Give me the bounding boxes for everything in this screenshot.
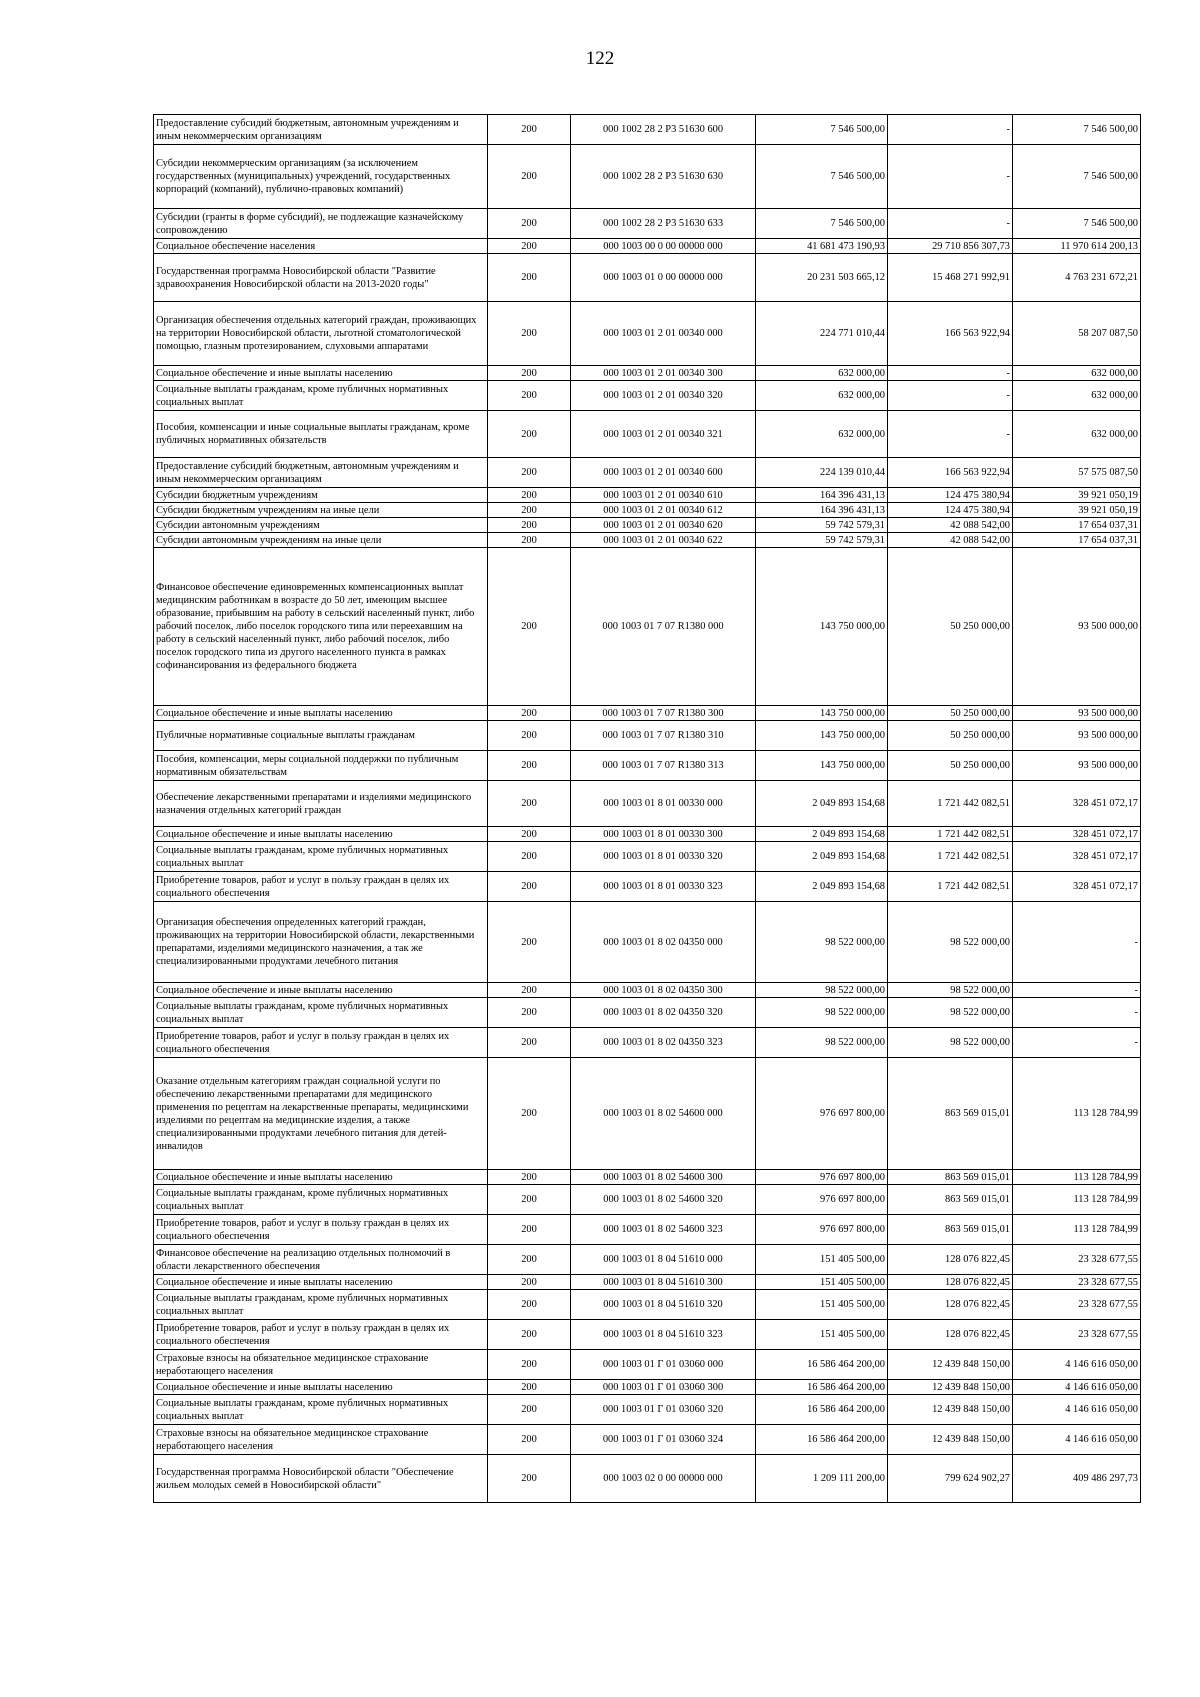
row-budget-code: 000 1003 01 8 04 51610 000 — [571, 1245, 756, 1275]
page-number: 122 — [585, 48, 615, 69]
row-description: Социальное обеспечение и иные выплаты населению — [154, 983, 488, 998]
row-budget-code: 000 1003 01 2 01 00340 610 — [571, 488, 756, 503]
row-amount-executed: 128 076 822,45 — [888, 1245, 1013, 1275]
row-admin-code: 200 — [488, 1455, 571, 1503]
table-row — [154, 1425, 1141, 1455]
row-amount-remaining: 93 500 000,00 — [1013, 751, 1141, 781]
row-amount-remaining: 17 654 037,31 — [1013, 518, 1141, 533]
row-amount-executed: 98 522 000,00 — [888, 998, 1013, 1028]
row-description: Приобретение товаров, работ и услуг в пользу граждан в целях их социального обеспечения — [154, 1215, 488, 1245]
row-amount-remaining: 328 451 072,17 — [1013, 872, 1141, 902]
row-amount-remaining: 17 654 037,31 — [1013, 533, 1141, 548]
table-row — [154, 503, 1141, 518]
table-row — [154, 983, 1141, 998]
row-budget-code: 000 1003 01 8 02 04350 000 — [571, 902, 756, 983]
row-admin-code: 200 — [488, 827, 571, 842]
row-budget-code: 000 1003 01 2 01 00340 300 — [571, 366, 756, 381]
table-row — [154, 1058, 1141, 1170]
row-description: Финансовое обеспечение единовременных компенсационных выплат медицинским работникам в возрасте до 50 лет, имеющим высшее образование, прибывшим на работу в сельский населенный пункт, либо рабочий поселок, либо поселок городского типа или переехавшим на работу в сельский населенный пункт, либо рабочий поселок, либо поселок городского типа из другого населенного пункта в рамках софинансирования из федерального бюджета — [154, 548, 488, 706]
row-description: Пособия, компенсации, меры социальной поддержки по публичным нормативным обязательствам — [154, 751, 488, 781]
row-amount-approved: 7 546 500,00 — [756, 115, 888, 145]
row-amount-approved: 98 522 000,00 — [756, 998, 888, 1028]
row-amount-approved: 7 546 500,00 — [756, 209, 888, 239]
table-row — [154, 209, 1141, 239]
table-row — [154, 1290, 1141, 1320]
row-budget-code: 000 1002 28 2 P3 51630 600 — [571, 115, 756, 145]
row-amount-remaining: 93 500 000,00 — [1013, 548, 1141, 706]
row-amount-approved: 632 000,00 — [756, 381, 888, 411]
row-description: Социальное обеспечение населения — [154, 239, 488, 254]
row-budget-code: 000 1003 01 2 01 00340 600 — [571, 458, 756, 488]
row-admin-code: 200 — [488, 1320, 571, 1350]
row-admin-code: 200 — [488, 488, 571, 503]
row-admin-code: 200 — [488, 548, 571, 706]
row-admin-code: 200 — [488, 302, 571, 366]
row-amount-executed: 1 721 442 082,51 — [888, 781, 1013, 827]
table-row — [154, 827, 1141, 842]
row-admin-code: 200 — [488, 872, 571, 902]
row-amount-approved: 41 681 473 190,93 — [756, 239, 888, 254]
row-budget-code: 000 1003 01 7 07 R1380 310 — [571, 721, 756, 751]
row-amount-approved: 59 742 579,31 — [756, 518, 888, 533]
row-amount-executed: 29 710 856 307,73 — [888, 239, 1013, 254]
row-budget-code: 000 1003 01 Г 01 03060 320 — [571, 1395, 756, 1425]
row-description: Предоставление субсидий бюджетным, автономным учреждениям и иным некоммерческим организациям — [154, 115, 488, 145]
table-row — [154, 239, 1141, 254]
row-description: Социальные выплаты гражданам, кроме публичных нормативных социальных выплат — [154, 842, 488, 872]
row-amount-approved: 632 000,00 — [756, 411, 888, 458]
row-description: Социальное обеспечение и иные выплаты населению — [154, 1170, 488, 1185]
row-amount-approved: 16 586 464 200,00 — [756, 1350, 888, 1380]
row-amount-remaining: 11 970 614 200,13 — [1013, 239, 1141, 254]
row-amount-approved: 16 586 464 200,00 — [756, 1380, 888, 1395]
row-description: Субсидии (гранты в форме субсидий), не подлежащие казначейскому сопровождению — [154, 209, 488, 239]
row-amount-executed: 1 721 442 082,51 — [888, 827, 1013, 842]
row-description: Пособия, компенсации и иные социальные выплаты гражданам, кроме публичных нормативных обязательств — [154, 411, 488, 458]
row-budget-code: 000 1003 01 8 02 54600 320 — [571, 1185, 756, 1215]
table-row — [154, 381, 1141, 411]
row-amount-executed: 42 088 542,00 — [888, 533, 1013, 548]
row-description: Социальные выплаты гражданам, кроме публичных нормативных социальных выплат — [154, 1395, 488, 1425]
row-admin-code: 200 — [488, 1275, 571, 1290]
row-amount-executed: 98 522 000,00 — [888, 983, 1013, 998]
row-admin-code: 200 — [488, 1380, 571, 1395]
table-row — [154, 411, 1141, 458]
row-amount-remaining: - — [1013, 1028, 1141, 1058]
row-amount-executed: 12 439 848 150,00 — [888, 1380, 1013, 1395]
row-budget-code: 000 1003 01 2 01 00340 612 — [571, 503, 756, 518]
row-budget-code: 000 1003 01 2 01 00340 000 — [571, 302, 756, 366]
row-admin-code: 200 — [488, 1425, 571, 1455]
row-budget-code: 000 1003 01 2 01 00340 321 — [571, 411, 756, 458]
row-admin-code: 200 — [488, 1215, 571, 1245]
row-amount-approved: 1 209 111 200,00 — [756, 1455, 888, 1503]
row-amount-remaining: 39 921 050,19 — [1013, 503, 1141, 518]
row-description: Социальное обеспечение и иные выплаты населению — [154, 1275, 488, 1290]
row-description: Субсидии автономным учреждениям — [154, 518, 488, 533]
row-amount-approved: 143 750 000,00 — [756, 548, 888, 706]
row-amount-remaining: 113 128 784,99 — [1013, 1170, 1141, 1185]
row-description: Публичные нормативные социальные выплаты гражданам — [154, 721, 488, 751]
row-description: Приобретение товаров, работ и услуг в пользу граждан в целях их социального обеспечения — [154, 872, 488, 902]
row-amount-approved: 98 522 000,00 — [756, 1028, 888, 1058]
row-admin-code: 200 — [488, 503, 571, 518]
row-amount-remaining: 7 546 500,00 — [1013, 115, 1141, 145]
table-row — [154, 902, 1141, 983]
row-budget-code: 000 1003 01 2 01 00340 620 — [571, 518, 756, 533]
row-description: Социальное обеспечение и иные выплаты населению — [154, 1380, 488, 1395]
row-admin-code: 200 — [488, 781, 571, 827]
table-row — [154, 706, 1141, 721]
row-amount-executed: 12 439 848 150,00 — [888, 1395, 1013, 1425]
row-amount-executed: 863 569 015,01 — [888, 1215, 1013, 1245]
row-amount-remaining: 409 486 297,73 — [1013, 1455, 1141, 1503]
row-amount-approved: 20 231 503 665,12 — [756, 254, 888, 302]
row-budget-code: 000 1003 01 8 02 54600 323 — [571, 1215, 756, 1245]
row-amount-remaining: 4 146 616 050,00 — [1013, 1425, 1141, 1455]
row-budget-code: 000 1003 01 7 07 R1380 313 — [571, 751, 756, 781]
row-admin-code: 200 — [488, 239, 571, 254]
row-description: Обеспечение лекарственными препаратами и изделиями медицинского назначения отдельных категорий граждан — [154, 781, 488, 827]
row-description: Организация обеспечения отдельных категорий граждан, проживающих на территории Новосибирской области, льготной стоматологической помощью, глазным протезированием, слуховыми аппаратами — [154, 302, 488, 366]
row-admin-code: 200 — [488, 1058, 571, 1170]
row-amount-approved: 2 049 893 154,68 — [756, 781, 888, 827]
row-amount-executed: 124 475 380,94 — [888, 488, 1013, 503]
row-budget-code: 000 1003 01 Г 01 03060 000 — [571, 1350, 756, 1380]
row-admin-code: 200 — [488, 1170, 571, 1185]
row-amount-executed: 128 076 822,45 — [888, 1275, 1013, 1290]
row-amount-executed: 863 569 015,01 — [888, 1058, 1013, 1170]
table-row — [154, 1185, 1141, 1215]
row-description: Субсидии бюджетным учреждениям — [154, 488, 488, 503]
row-admin-code: 200 — [488, 458, 571, 488]
row-admin-code: 200 — [488, 706, 571, 721]
row-amount-executed: 42 088 542,00 — [888, 518, 1013, 533]
row-description: Финансовое обеспечение на реализацию отдельных полномочий в области лекарственного обеспечения — [154, 1245, 488, 1275]
row-amount-executed: - — [888, 145, 1013, 209]
row-amount-executed: 15 468 271 992,91 — [888, 254, 1013, 302]
row-amount-remaining: 4 763 231 672,21 — [1013, 254, 1141, 302]
table-row — [154, 1395, 1141, 1425]
row-admin-code: 200 — [488, 1185, 571, 1215]
row-amount-approved: 2 049 893 154,68 — [756, 842, 888, 872]
row-amount-approved: 98 522 000,00 — [756, 902, 888, 983]
table-row — [154, 1215, 1141, 1245]
row-amount-executed: 128 076 822,45 — [888, 1320, 1013, 1350]
table-row — [154, 872, 1141, 902]
table-row — [154, 1275, 1141, 1290]
row-amount-approved: 2 049 893 154,68 — [756, 872, 888, 902]
row-budget-code: 000 1003 01 8 04 51610 320 — [571, 1290, 756, 1320]
row-budget-code: 000 1003 01 8 02 04350 300 — [571, 983, 756, 998]
row-description: Государственная программа Новосибирской области "Обеспечение жильем молодых семей в Новосибирской области" — [154, 1455, 488, 1503]
row-amount-executed: - — [888, 209, 1013, 239]
row-budget-code: 000 1002 28 2 P3 51630 633 — [571, 209, 756, 239]
row-amount-approved: 98 522 000,00 — [756, 983, 888, 998]
row-amount-approved: 7 546 500,00 — [756, 145, 888, 209]
row-amount-approved: 224 771 010,44 — [756, 302, 888, 366]
row-amount-executed: - — [888, 366, 1013, 381]
row-amount-executed: 50 250 000,00 — [888, 706, 1013, 721]
row-amount-remaining: 328 451 072,17 — [1013, 842, 1141, 872]
row-amount-executed: 98 522 000,00 — [888, 1028, 1013, 1058]
row-admin-code: 200 — [488, 751, 571, 781]
row-amount-approved: 164 396 431,13 — [756, 488, 888, 503]
budget-table-body — [154, 115, 1141, 1503]
row-amount-approved: 976 697 800,00 — [756, 1185, 888, 1215]
row-amount-executed: 1 721 442 082,51 — [888, 872, 1013, 902]
row-amount-executed: - — [888, 115, 1013, 145]
row-amount-remaining: 93 500 000,00 — [1013, 721, 1141, 751]
row-amount-approved: 151 405 500,00 — [756, 1320, 888, 1350]
row-amount-executed: 50 250 000,00 — [888, 548, 1013, 706]
row-amount-approved: 151 405 500,00 — [756, 1275, 888, 1290]
row-budget-code: 000 1003 01 7 07 R1380 300 — [571, 706, 756, 721]
table-row — [154, 1455, 1141, 1503]
row-amount-remaining: 4 146 616 050,00 — [1013, 1395, 1141, 1425]
table-row — [154, 458, 1141, 488]
row-amount-remaining: 113 128 784,99 — [1013, 1058, 1141, 1170]
row-amount-approved: 143 750 000,00 — [756, 751, 888, 781]
row-amount-remaining: 632 000,00 — [1013, 366, 1141, 381]
row-admin-code: 200 — [488, 998, 571, 1028]
row-amount-remaining: 93 500 000,00 — [1013, 706, 1141, 721]
row-amount-executed: 799 624 902,27 — [888, 1455, 1013, 1503]
row-amount-remaining: 7 546 500,00 — [1013, 209, 1141, 239]
row-description: Приобретение товаров, работ и услуг в пользу граждан в целях их социального обеспечения — [154, 1320, 488, 1350]
table-row — [154, 488, 1141, 503]
row-amount-approved: 151 405 500,00 — [756, 1290, 888, 1320]
row-budget-code: 000 1003 01 0 00 00000 000 — [571, 254, 756, 302]
row-amount-remaining: 39 921 050,19 — [1013, 488, 1141, 503]
row-budget-code: 000 1003 01 8 01 00330 300 — [571, 827, 756, 842]
row-description: Социальное обеспечение и иные выплаты населению — [154, 706, 488, 721]
row-amount-remaining: 632 000,00 — [1013, 411, 1141, 458]
row-budget-code: 000 1003 01 8 01 00330 323 — [571, 872, 756, 902]
row-admin-code: 200 — [488, 411, 571, 458]
row-description: Государственная программа Новосибирской области "Развитие здравоохранения Новосибирской области на 2013-2020 годы" — [154, 254, 488, 302]
row-amount-executed: 50 250 000,00 — [888, 751, 1013, 781]
row-budget-code: 000 1003 01 8 02 04350 320 — [571, 998, 756, 1028]
row-amount-executed: 1 721 442 082,51 — [888, 842, 1013, 872]
row-description: Предоставление субсидий бюджетным, автономным учреждениям и иным некоммерческим организациям — [154, 458, 488, 488]
row-amount-executed: 98 522 000,00 — [888, 902, 1013, 983]
row-amount-remaining: - — [1013, 983, 1141, 998]
table-row — [154, 1320, 1141, 1350]
row-budget-code: 000 1002 28 2 P3 51630 630 — [571, 145, 756, 209]
row-budget-code: 000 1003 01 8 01 00330 000 — [571, 781, 756, 827]
row-amount-executed: 124 475 380,94 — [888, 503, 1013, 518]
table-row — [154, 1380, 1141, 1395]
row-amount-approved: 976 697 800,00 — [756, 1215, 888, 1245]
row-admin-code: 200 — [488, 1350, 571, 1380]
row-amount-executed: 12 439 848 150,00 — [888, 1350, 1013, 1380]
row-admin-code: 200 — [488, 366, 571, 381]
row-description: Оказание отдельным категориям граждан социальной услуги по обеспечению лекарственными препаратами для медицинского применения по рецептам на лекарственные препараты, медицинскими изделиями по рецептам на медицинские изделия, а также специализированными продуктами лечебного питания для детей-инвалидов — [154, 1058, 488, 1170]
row-description: Социальное обеспечение и иные выплаты населению — [154, 366, 488, 381]
row-amount-remaining: - — [1013, 998, 1141, 1028]
row-budget-code: 000 1003 01 8 02 54600 300 — [571, 1170, 756, 1185]
row-amount-remaining: 23 328 677,55 — [1013, 1290, 1141, 1320]
row-description: Субсидии автономным учреждениям на иные цели — [154, 533, 488, 548]
row-description: Субсидии бюджетным учреждениям на иные цели — [154, 503, 488, 518]
row-admin-code: 200 — [488, 1245, 571, 1275]
row-budget-code: 000 1003 01 8 04 51610 323 — [571, 1320, 756, 1350]
table-row — [154, 1245, 1141, 1275]
row-admin-code: 200 — [488, 381, 571, 411]
row-budget-code: 000 1003 01 Г 01 03060 300 — [571, 1380, 756, 1395]
row-budget-code: 000 1003 01 8 02 04350 323 — [571, 1028, 756, 1058]
row-description: Социальные выплаты гражданам, кроме публичных нормативных социальных выплат — [154, 381, 488, 411]
table-row — [154, 1028, 1141, 1058]
row-budget-code: 000 1003 01 2 01 00340 622 — [571, 533, 756, 548]
table-row — [154, 145, 1141, 209]
row-admin-code: 200 — [488, 533, 571, 548]
budget-table — [153, 114, 1141, 1503]
row-description: Страховые взносы на обязательное медицинское страхование неработающего населения — [154, 1425, 488, 1455]
table-row — [154, 302, 1141, 366]
row-amount-executed: 50 250 000,00 — [888, 721, 1013, 751]
row-amount-remaining: 4 146 616 050,00 — [1013, 1380, 1141, 1395]
row-admin-code: 200 — [488, 721, 571, 751]
row-amount-approved: 16 586 464 200,00 — [756, 1395, 888, 1425]
row-admin-code: 200 — [488, 518, 571, 533]
row-amount-approved: 16 586 464 200,00 — [756, 1425, 888, 1455]
table-row — [154, 1350, 1141, 1380]
row-amount-approved: 976 697 800,00 — [756, 1058, 888, 1170]
row-amount-approved: 976 697 800,00 — [756, 1170, 888, 1185]
row-admin-code: 200 — [488, 209, 571, 239]
row-amount-executed: 166 563 922,94 — [888, 458, 1013, 488]
row-admin-code: 200 — [488, 254, 571, 302]
row-description: Социальные выплаты гражданам, кроме публичных нормативных социальных выплат — [154, 1185, 488, 1215]
row-description: Страховые взносы на обязательное медицинское страхование неработающего населения — [154, 1350, 488, 1380]
row-admin-code: 200 — [488, 902, 571, 983]
table-row — [154, 533, 1141, 548]
row-amount-executed: 128 076 822,45 — [888, 1290, 1013, 1320]
row-amount-remaining: - — [1013, 902, 1141, 983]
row-amount-approved: 632 000,00 — [756, 366, 888, 381]
row-amount-approved: 224 139 010,44 — [756, 458, 888, 488]
row-amount-executed: 166 563 922,94 — [888, 302, 1013, 366]
row-budget-code: 000 1003 01 8 02 54600 000 — [571, 1058, 756, 1170]
row-budget-code: 000 1003 01 8 01 00330 320 — [571, 842, 756, 872]
row-amount-remaining: 328 451 072,17 — [1013, 781, 1141, 827]
row-amount-approved: 59 742 579,31 — [756, 533, 888, 548]
row-description: Социальные выплаты гражданам, кроме публичных нормативных социальных выплат — [154, 1290, 488, 1320]
table-row — [154, 998, 1141, 1028]
table-row — [154, 115, 1141, 145]
row-amount-executed: - — [888, 411, 1013, 458]
row-amount-remaining: 113 128 784,99 — [1013, 1215, 1141, 1245]
row-amount-remaining: 57 575 087,50 — [1013, 458, 1141, 488]
row-description: Приобретение товаров, работ и услуг в пользу граждан в целях их социального обеспечения — [154, 1028, 488, 1058]
row-amount-remaining: 23 328 677,55 — [1013, 1275, 1141, 1290]
row-amount-remaining: 4 146 616 050,00 — [1013, 1350, 1141, 1380]
row-amount-executed: 863 569 015,01 — [888, 1170, 1013, 1185]
row-amount-executed: 12 439 848 150,00 — [888, 1425, 1013, 1455]
table-row — [154, 781, 1141, 827]
table-row — [154, 518, 1141, 533]
row-description: Организация обеспечения определенных категорий граждан, проживающих на территории Новосибирской области, лекарственными препаратами, изделиями медицинского назначения, а так же специализированными продуктами лечебного питания — [154, 902, 488, 983]
row-admin-code: 200 — [488, 842, 571, 872]
row-budget-code: 000 1003 00 0 00 00000 000 — [571, 239, 756, 254]
row-admin-code: 200 — [488, 1395, 571, 1425]
table-row — [154, 548, 1141, 706]
row-amount-remaining: 632 000,00 — [1013, 381, 1141, 411]
row-amount-remaining: 328 451 072,17 — [1013, 827, 1141, 842]
row-admin-code: 200 — [488, 1028, 571, 1058]
row-amount-remaining: 23 328 677,55 — [1013, 1320, 1141, 1350]
row-amount-remaining: 58 207 087,50 — [1013, 302, 1141, 366]
row-description: Субсидии некоммерческим организациям (за исключением государственных (муниципальных) учреждений, государственных корпораций (компаний), публично-правовых компаний) — [154, 145, 488, 209]
table-row — [154, 721, 1141, 751]
row-admin-code: 200 — [488, 1290, 571, 1320]
row-amount-executed: - — [888, 381, 1013, 411]
row-admin-code: 200 — [488, 983, 571, 998]
row-admin-code: 200 — [488, 145, 571, 209]
row-amount-executed: 863 569 015,01 — [888, 1185, 1013, 1215]
table-row — [154, 366, 1141, 381]
row-amount-approved: 164 396 431,13 — [756, 503, 888, 518]
row-description: Социальное обеспечение и иные выплаты населению — [154, 827, 488, 842]
row-admin-code: 200 — [488, 115, 571, 145]
table-row — [154, 751, 1141, 781]
row-budget-code: 000 1003 02 0 00 00000 000 — [571, 1455, 756, 1503]
row-amount-approved: 143 750 000,00 — [756, 706, 888, 721]
table-row — [154, 842, 1141, 872]
row-amount-remaining: 7 546 500,00 — [1013, 145, 1141, 209]
row-description: Социальные выплаты гражданам, кроме публичных нормативных социальных выплат — [154, 998, 488, 1028]
row-budget-code: 000 1003 01 2 01 00340 320 — [571, 381, 756, 411]
row-amount-approved: 143 750 000,00 — [756, 721, 888, 751]
row-amount-remaining: 23 328 677,55 — [1013, 1245, 1141, 1275]
row-amount-approved: 151 405 500,00 — [756, 1245, 888, 1275]
table-row — [154, 254, 1141, 302]
row-budget-code: 000 1003 01 8 04 51610 300 — [571, 1275, 756, 1290]
row-budget-code: 000 1003 01 Г 01 03060 324 — [571, 1425, 756, 1455]
row-budget-code: 000 1003 01 7 07 R1380 000 — [571, 548, 756, 706]
table-row — [154, 1170, 1141, 1185]
row-amount-approved: 2 049 893 154,68 — [756, 827, 888, 842]
row-amount-remaining: 113 128 784,99 — [1013, 1185, 1141, 1215]
